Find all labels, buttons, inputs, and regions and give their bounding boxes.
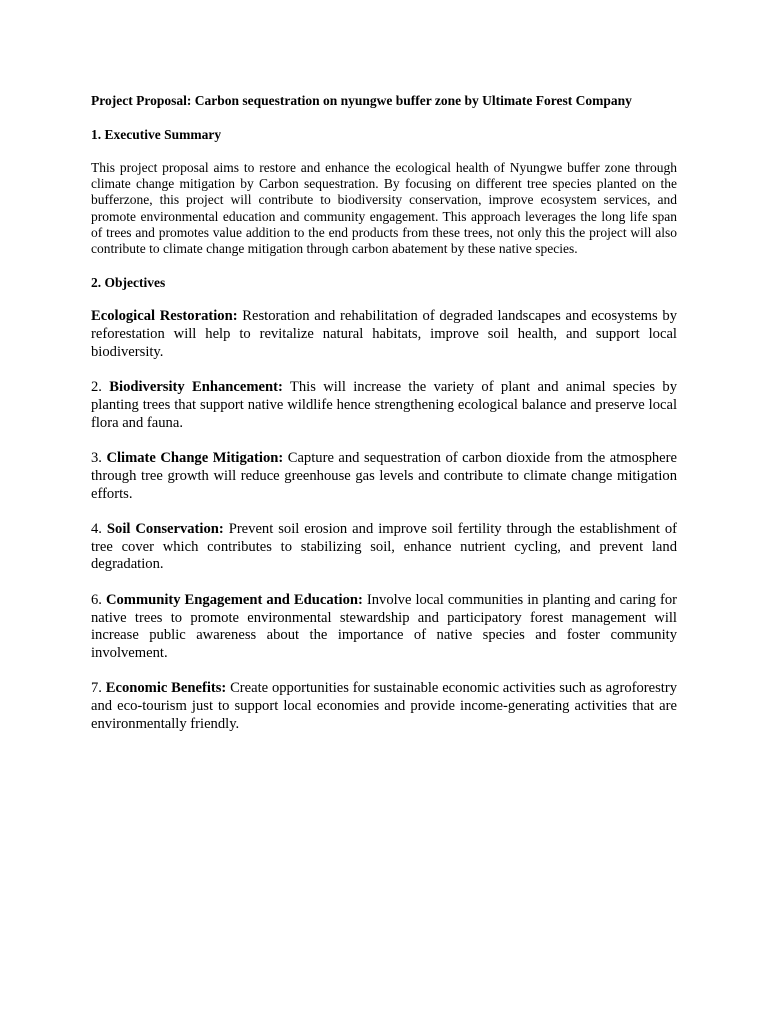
objective-text: Prevent soil erosion and improve soil fertility through the establishment of tree cover which contributes to stabilizing soil, enhance nutrient cycling, and prevent land degradation. (91, 520, 678, 573)
objective-text: Create opportunities for sustainable economic activities such as agroforestry and eco-tourism just to support local economies and provide income-generating activities that are environmentally friendly. (91, 680, 678, 733)
objective-title: Climate Change Mitigation: (106, 450, 284, 466)
executive-summary-body: This project proposal aims to restore and enhance the ecological health of Nyungwe buffer zone through climate change mitigation by Carbon sequestration. By focusing on different tree species planted on the bufferzone, this project will contribute to biodiversity conservation, improve ecosystem services, and promote environmental education and community engagement. This approach leverages the long life span of trees and promotes value addition to the end products from these trees, not only this the project will also contribute to climate change mitigation through carbon abatement by these native species. (91, 160, 677, 257)
objective-text: This will increase the variety of plant and animal species by planting trees that support native wildlife hence strengthening ecological balance and preserve local flora and fauna. (91, 379, 677, 431)
objectives-heading: 2. Objectives (91, 275, 166, 291)
objective-title: Soil Conservation: (106, 520, 224, 537)
objective-number: 2. (91, 379, 110, 396)
objective-text: Restoration and rehabilitation of degraded landscapes and ecosystems by reforestation will help to revitalize natural habitats, improve soil health, and support local biodiversity. (91, 308, 677, 360)
objective-biodiversity-enhancement (91, 379, 677, 432)
objective-number: 7. (91, 680, 106, 697)
objective-ecological-restoration (91, 308, 677, 361)
objective-title: Ecological Restoration: (91, 308, 238, 325)
objective-text: Capture and sequestration of carbon dioxide from the atmosphere through tree growth will reduce greenhouse gas levels and contribute to climate change mitigation efforts. (91, 450, 678, 502)
objective-climate-change-mitigation (91, 450, 677, 503)
objective-community-engagement (91, 592, 677, 663)
objective-number: 6. (91, 591, 106, 608)
objective-number: 3. (91, 450, 107, 466)
objective-title: Biodiversity Enhancement: (109, 379, 283, 396)
objective-title: Economic Benefits: (105, 680, 227, 697)
objective-title: Community Engagement and Education: (105, 591, 363, 608)
objective-number: 4. (91, 520, 107, 537)
objective-soil-conservation (91, 521, 677, 574)
executive-summary-heading: 1. Executive Summary (91, 127, 222, 142)
document-page (91, 92, 677, 751)
objective-economic-benefits (91, 680, 677, 733)
document-title: Project Proposal: Carbon sequestration on nyungwe buffer zone by Ultimate Forest Company (91, 93, 632, 108)
objective-text: Involve local communities in planting and caring for native trees to promote environmental stewardship and participatory forest management will increase public awareness about the importance of native species and foster community involvement. (91, 591, 677, 662)
